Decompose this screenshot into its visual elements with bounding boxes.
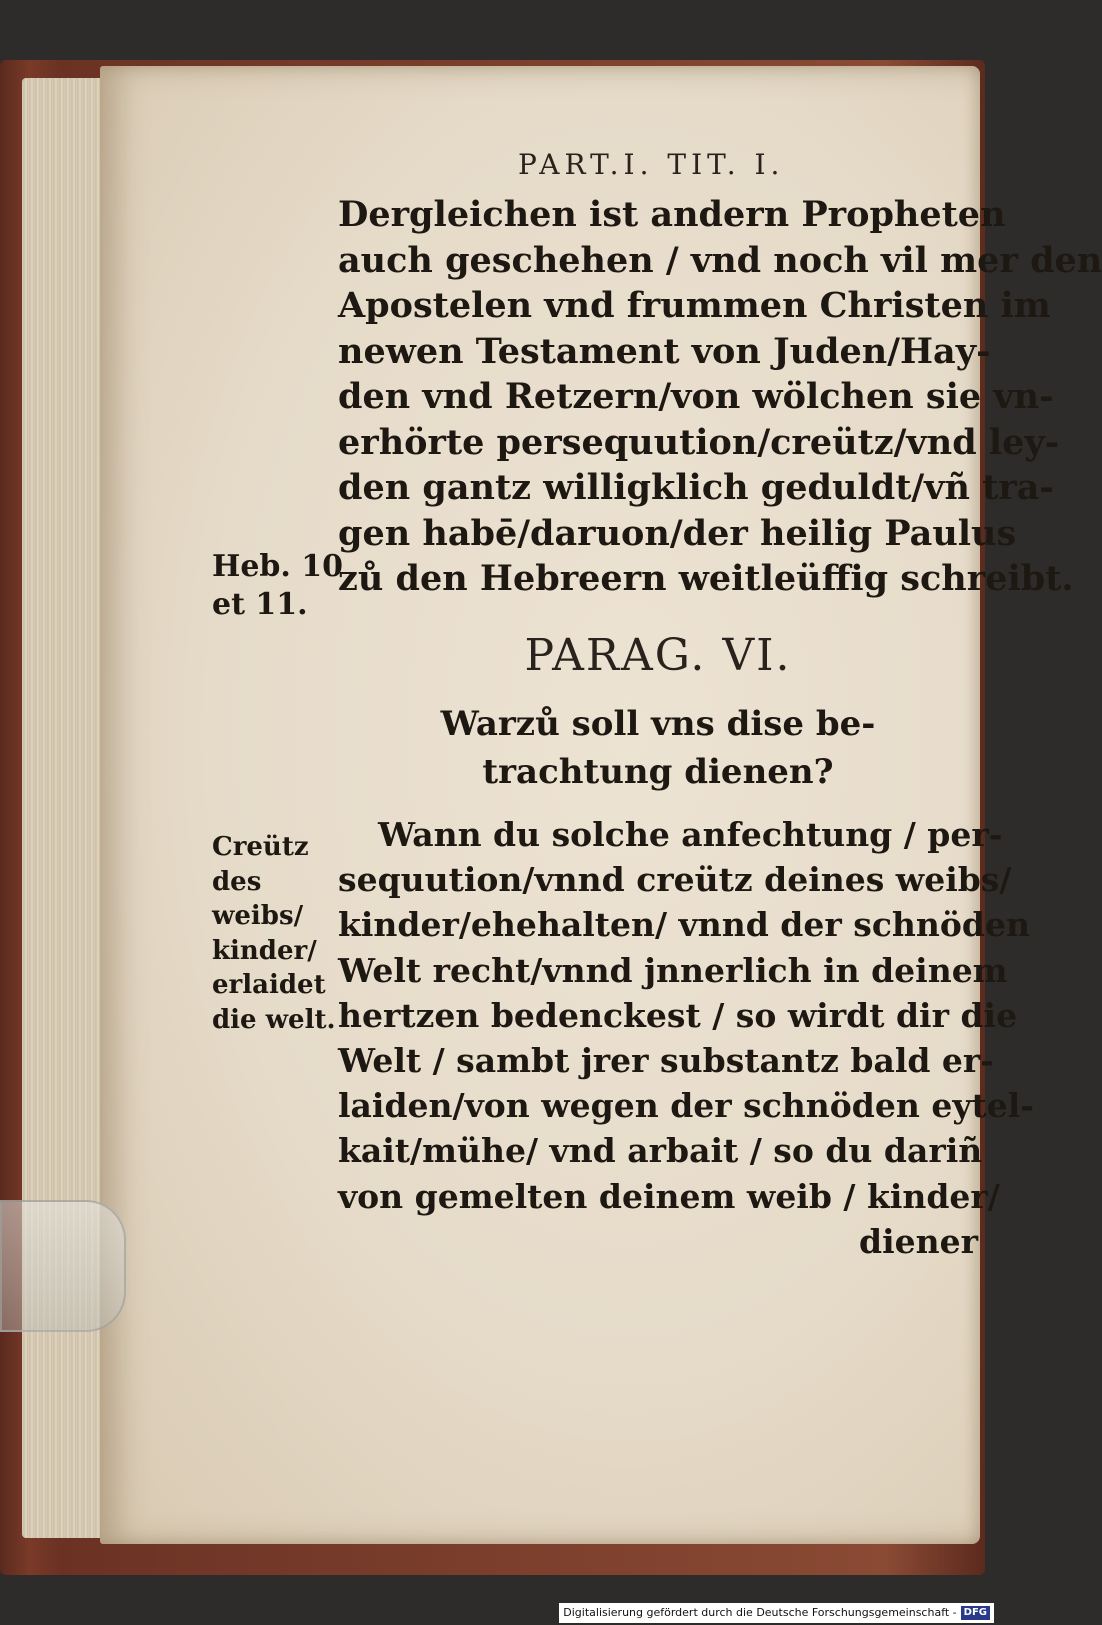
text-line: den vnd Retzern/von wölchen sie vn- (338, 376, 1054, 417)
digitization-credit (559, 1603, 994, 1623)
text-line: kait/mühe/ vnd arbait / so du dariñ (338, 1131, 983, 1171)
subheading-line: Warzů soll vns dise be- (440, 704, 876, 744)
running-head: PART.I. TIT. I. (518, 148, 785, 181)
section-subheading (338, 700, 978, 796)
subheading-line: trachtung dienen? (482, 752, 834, 792)
margin-note-line: et 11. (212, 587, 308, 622)
section-heading: PARAG. VI. (524, 630, 792, 681)
margin-note-line: die welt. (212, 1004, 336, 1035)
credit-text: Digitalisierung gefördert durch die Deutsche Forschungsgemeinschaft - (563, 1606, 957, 1619)
margin-note-line: erlaidet (212, 970, 326, 1000)
text-line: erhörte persequution/creütz/vnd ley- (338, 421, 1060, 463)
text-line: kinder/ehehalten/ vnnd der schnöden (338, 905, 1030, 945)
text-line: gen habē/daruon/der heilig Paulus (338, 512, 1017, 554)
margin-note-hebrews (212, 548, 343, 624)
margin-note-line: Creütz (212, 832, 309, 862)
margin-note-creutz (212, 830, 336, 1037)
page-clip (0, 1200, 126, 1332)
text-line: hertzen bedenckest / so wirdt dir die (338, 995, 1018, 1035)
margin-note-line: Heb. 10 (212, 549, 344, 584)
catchword: diener (859, 1221, 978, 1261)
text-line: Wann du solche anfechtung / per- (378, 815, 1003, 854)
text-line: sequution/vnnd creütz deines weibs/ (338, 860, 1012, 900)
first-text-block (338, 192, 1102, 602)
margin-note-line: weibs/ (212, 901, 304, 931)
text-line: von gemelten deinem weib / kinder/ (338, 1176, 1000, 1216)
text-line: Dergleichen ist andern Propheten (338, 194, 1006, 235)
margin-note-line: des (212, 866, 262, 897)
dfg-logo: DFG (961, 1606, 990, 1620)
text-line: newen Testament von Juden/Hay- (338, 330, 991, 372)
text-line: Welt recht/vnnd jnnerlich in deinem (338, 950, 1008, 990)
text-line: Apostelen vnd frummen Christen im (338, 285, 1051, 326)
text-line: Welt / sambt jrer substantz bald er- (338, 1041, 995, 1081)
text-line: auch geschehen / vnd noch vil mer den (338, 239, 1102, 281)
second-text-block (338, 812, 1034, 1264)
text-line: zů den Hebreern weitleüffig schreibt. (338, 558, 1074, 599)
margin-note-line: kinder/ (212, 935, 317, 966)
text-line: laiden/von wegen der schnöden eytel- (338, 1086, 1034, 1126)
text-line: den gantz willigklich geduldt/vñ tra- (338, 467, 1054, 508)
